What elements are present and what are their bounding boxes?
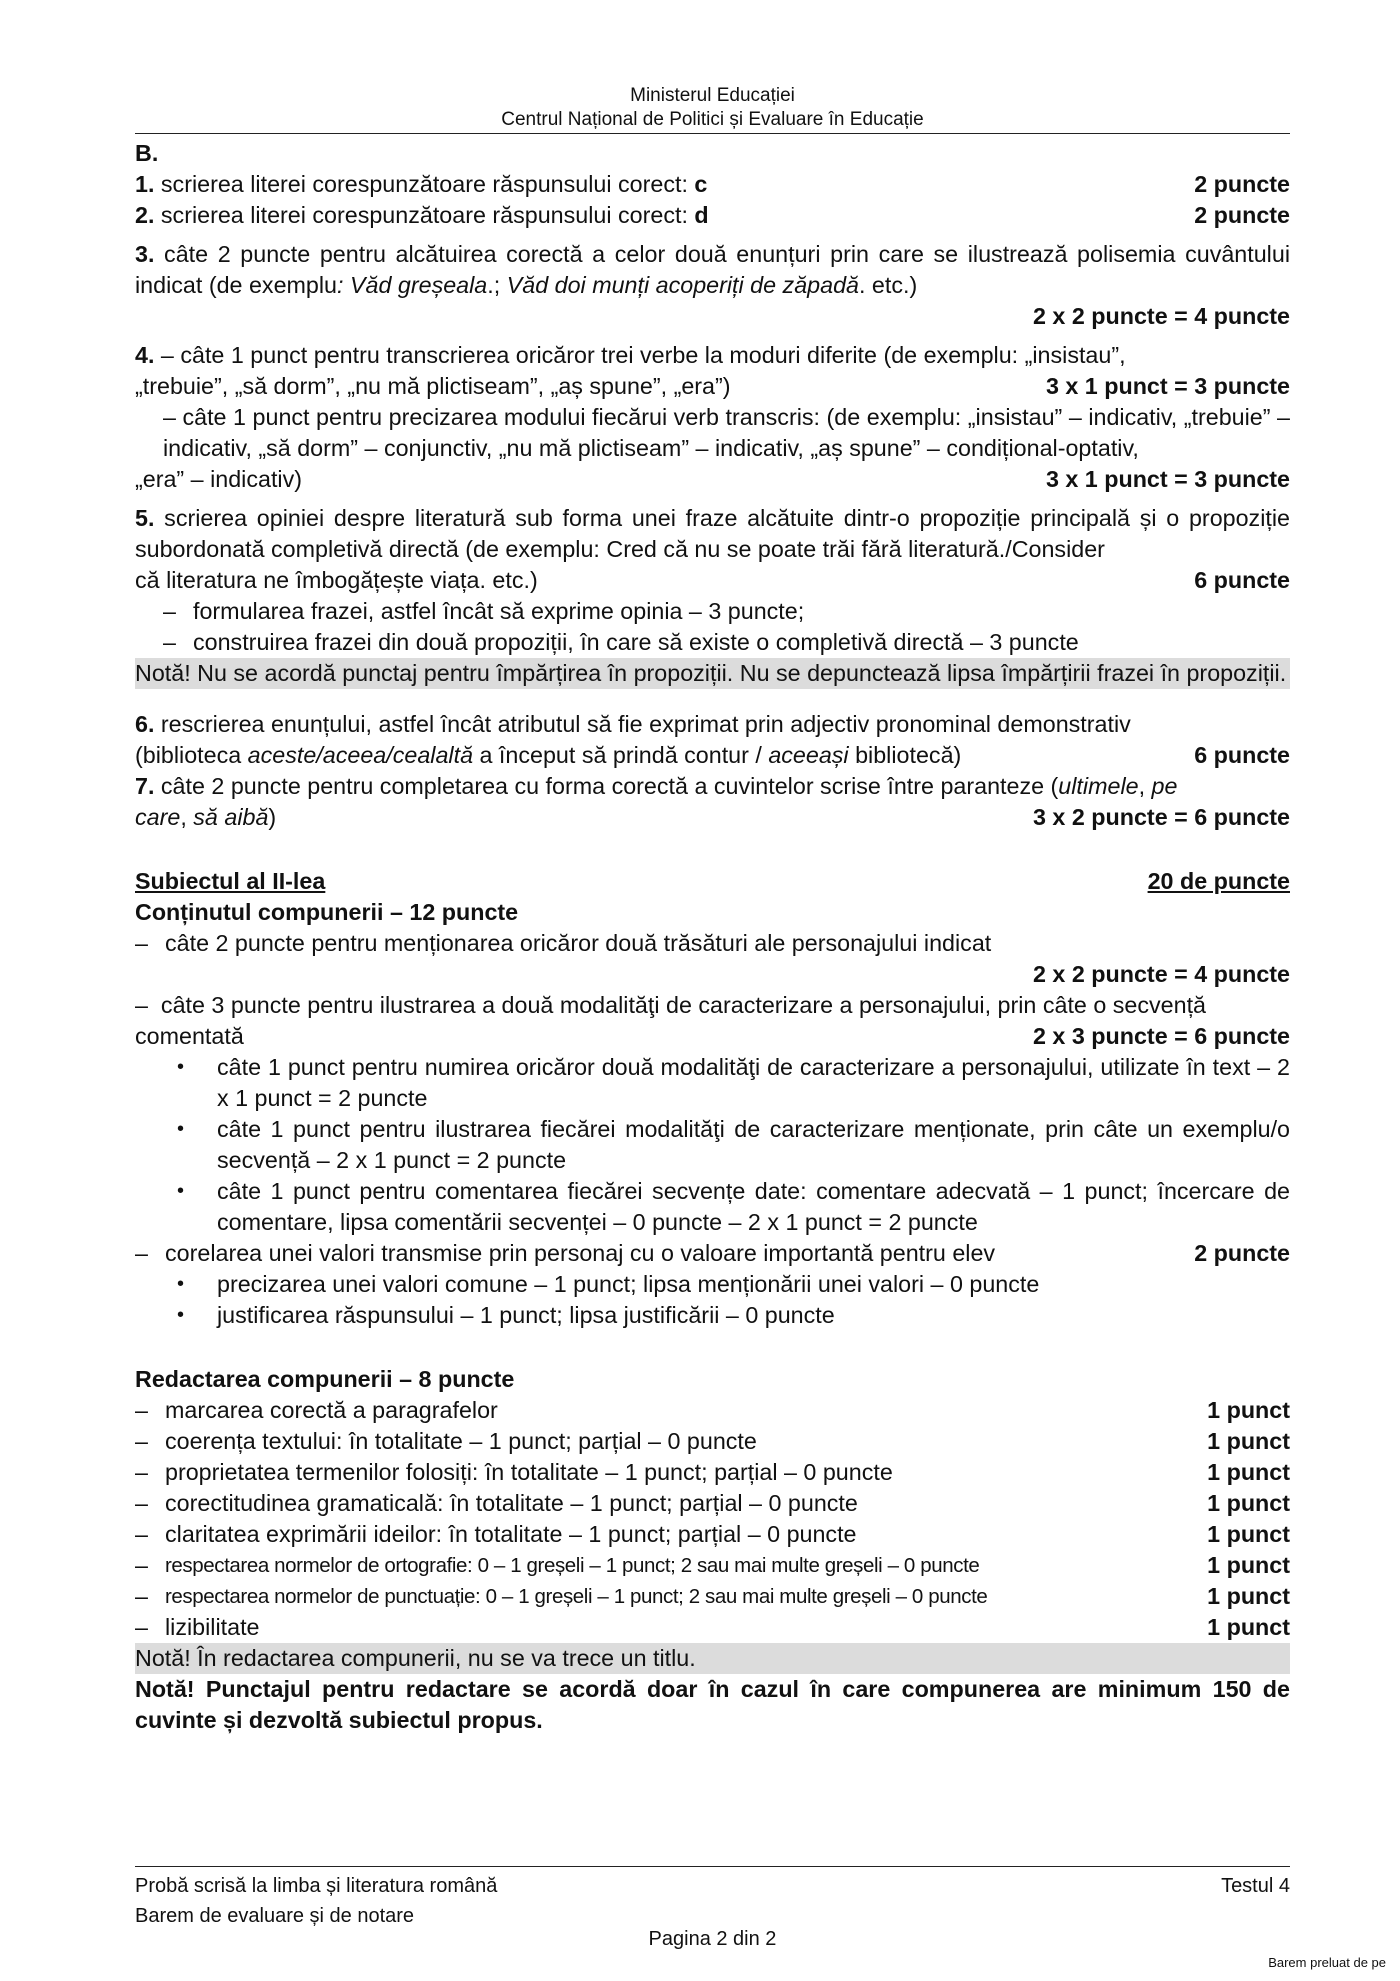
content-item-3-points: 2 puncte bbox=[1194, 1240, 1290, 1266]
subject-2-points: 20 de puncte bbox=[1147, 868, 1290, 894]
item-7-points: 3 x 2 puncte = 6 puncte bbox=[1033, 804, 1290, 830]
item-5-sub-2: – construirea frazei din două propoziții, în care să existe o completivă directă – 3 puncte bbox=[163, 629, 1079, 655]
content-item-1: – câte 2 puncte pentru menționarea oricăror două trăsături ale personajului indicat bbox=[135, 930, 992, 956]
writing-criterion: – lizibilitate 1 punct bbox=[135, 1612, 1290, 1643]
writing-criterion-points: 1 punct bbox=[1207, 1428, 1290, 1454]
item-1-points: 2 puncte bbox=[1194, 171, 1290, 197]
item-5-last: că literatura ne îmbogățește viața. etc.) 6 puncte bbox=[135, 565, 1290, 596]
scoring-body bbox=[135, 138, 1290, 1736]
content-item-2-last: comentată 2 x 3 puncte = 6 puncte bbox=[135, 1021, 1290, 1052]
item-5-sub-1: – formularea frazei, astfel încât să exprime opinia – 3 puncte; bbox=[163, 598, 805, 624]
writing-criterion: – respectarea normelor de ortografie: 0 – 1 greșeli – 1 punct; 2 sau mai multe greșeli – 0 puncte 1 punct bbox=[135, 1550, 1290, 1581]
subject-2-title: Subiectul al II-lea 20 de puncte bbox=[135, 866, 1290, 897]
writing-criterion-points: 1 punct bbox=[1207, 1397, 1290, 1423]
writing-criterion: – marcarea corectă a paragrafelor 1 punct bbox=[135, 1395, 1290, 1426]
center-name: Centrul Național de Politici și Evaluare în Educație bbox=[501, 109, 924, 130]
content-heading: Conținutul compunerii – 12 puncte bbox=[135, 899, 519, 925]
item-6-points: 6 puncte bbox=[1194, 742, 1290, 768]
content-item-1-points: 2 x 2 puncte = 4 puncte bbox=[1033, 961, 1290, 987]
item-2-points: 2 puncte bbox=[1194, 202, 1290, 228]
item-5-note: Notă! Nu se acordă punctaj pentru împărțirea în propoziții. Nu se depunctează lipsa împărțirii frazei în propoziții. bbox=[135, 658, 1290, 689]
content-bullet-3: • câte 1 punct pentru comentarea fiecărei secvențe date: comentare adecvată – 1 punct; încercare de comentare, lipsa comentării secvenței – 0 puncte – 2 x 1 punct = 2 puncte bbox=[177, 1178, 1290, 1235]
writing-criterion-points: 1 punct bbox=[1207, 1552, 1290, 1578]
document-type: Barem de evaluare și de notare bbox=[135, 1905, 415, 1927]
content-item-3: – corelarea unei valori transmise prin personaj cu o valoare importantă pentru elev 2 puncte bbox=[135, 1238, 1290, 1269]
source-note: Barem preluat de pe bbox=[1268, 1955, 1386, 1970]
item-7: 7. câte 2 puncte pentru completarea cu forma corectă a cuvintelor scrise între paranteze (ultimele, pe bbox=[135, 773, 1178, 799]
item-3-points: 2 x 2 puncte = 4 puncte bbox=[1033, 303, 1290, 329]
item-6: 6. rescrierea enunțului, astfel încât atributul să fie exprimat prin adjectiv pronominal demonstrativ bbox=[135, 711, 1131, 737]
writing-criterion-points: 1 punct bbox=[1207, 1521, 1290, 1547]
writing-criterion: – corectitudinea gramaticală: în totalitate – 1 punct; parțial – 0 puncte 1 punct bbox=[135, 1488, 1290, 1519]
content-item-2-points: 2 x 3 puncte = 6 puncte bbox=[1033, 1023, 1290, 1049]
section-b-label: B. bbox=[135, 140, 159, 166]
page-header bbox=[135, 84, 1290, 132]
item-4a-last: „trebuie”, „să dorm”, „nu mă plictiseam”, „aș spune”, „era”) 3 x 1 punct = 3 puncte bbox=[135, 371, 1290, 402]
item-4b-last: „era” – indicativ) 3 x 1 punct = 3 puncte bbox=[135, 464, 1290, 495]
page-number: Pagina 2 din 2 bbox=[648, 1928, 777, 1950]
ministry-name: Ministerul Educației bbox=[630, 85, 795, 106]
item-3: 3. câte 2 puncte pentru alcătuirea corectă a celor două enunțuri prin care se ilustrează polisemia cuvântului indicat (de exemplu: Văd greșeala.; Văd doi munți acoperiți de zăpadă. etc.) bbox=[135, 241, 1290, 298]
content-bullet-2: • câte 1 punct pentru ilustrarea fiecărei modalităţi de caracterizare menționate, prin câte un exemplu/o secvență – 2 x 1 punct = 2 puncte bbox=[177, 1116, 1290, 1173]
writing-criterion: – claritatea exprimării ideilor: în totalitate – 1 punct; parțial – 0 puncte 1 punct bbox=[135, 1519, 1290, 1550]
writing-criterion-points: 1 punct bbox=[1207, 1490, 1290, 1516]
item-1: 1. scrierea literei corespunzătoare răspunsului corect: c 2 puncte bbox=[135, 169, 1290, 200]
writing-criterion-points: 1 punct bbox=[1207, 1614, 1290, 1640]
content-bullet-4: • precizarea unei valori comune – 1 punct; lipsa menționării unei valori – 0 puncte bbox=[177, 1271, 1040, 1297]
writing-criterion: – proprietatea termenilor folosiți: în totalitate – 1 punct; parțial – 0 puncte 1 punct bbox=[135, 1457, 1290, 1488]
exam-name: Probă scrisă la limba și literatura română bbox=[135, 1875, 498, 1897]
item-5-points: 6 puncte bbox=[1194, 567, 1290, 593]
writing-criterion-points: 1 punct bbox=[1207, 1583, 1290, 1609]
item-4a: 4. – câte 1 punct pentru transcrierea oricăror trei verbe la moduri diferite (de exemplu: „insistau”, bbox=[135, 342, 1126, 368]
content-bullet-1: • câte 1 punct pentru numirea oricăror două modalităţi de caracterizare a personajului, utilizate în text – 2 x 1 punct = 2 puncte bbox=[177, 1054, 1290, 1111]
writing-criterion: – respectarea normelor de punctuație: 0 – 1 greșeli – 1 punct; 2 sau mai multe greșeli – 0 puncte 1 punct bbox=[135, 1581, 1290, 1612]
writing-criterion: – coerența textului: în totalitate – 1 punct; parțial – 0 puncte 1 punct bbox=[135, 1426, 1290, 1457]
item-4a-points: 3 x 1 punct = 3 puncte bbox=[1045, 373, 1290, 399]
header-divider bbox=[135, 133, 1290, 134]
item-2: 2. scrierea literei corespunzătoare răspunsului corect: d 2 puncte bbox=[135, 200, 1290, 231]
footer-divider bbox=[135, 1866, 1290, 1867]
test-number: Testul 4 bbox=[1221, 1875, 1290, 1897]
writing-criterion-points: 1 punct bbox=[1207, 1459, 1290, 1485]
item-4b-points: 3 x 1 punct = 3 puncte bbox=[1045, 466, 1290, 492]
item-5: 5. scrierea opiniei despre literatură sub forma unei fraze alcătuite dintr-o propoziție principală și o propoziție subordonată completivă directă (de exemplu: Cred că nu se poate trăi fără literatură./Consider bbox=[135, 505, 1290, 562]
item-6-last: (biblioteca aceste/aceea/cealaltă a început să prindă contur / aceeași bibliotecă) 6 puncte bbox=[135, 740, 1290, 771]
item-7-last: care, să aibă) 3 x 2 puncte = 6 puncte bbox=[135, 802, 1290, 833]
content-item-2: – câte 3 puncte pentru ilustrarea a două modalităţi de caracterizare a personajului, prin câte o secvență bbox=[135, 992, 1207, 1018]
page-footer bbox=[135, 1871, 1290, 1931]
item-4b: – câte 1 punct pentru precizarea modului fiecărui verb transcris: (de exemplu: „insistau” – indicativ, „trebuie” – indicativ, „să dorm” – conjunctiv, „nu mă plictiseam” – indicativ, „aș spune” – condițional-optativ, bbox=[163, 404, 1290, 461]
writing-heading: Redactarea compunerii – 8 puncte bbox=[135, 1366, 515, 1392]
content-bullet-5: • justificarea răspunsului – 1 punct; lipsa justificării – 0 puncte bbox=[177, 1302, 835, 1328]
writing-note-length: Notă! Punctajul pentru redactare se acordă doar în cazul în care compunerea are minimum 150 de cuvinte și dezvoltă subiectul propus. bbox=[135, 1676, 1290, 1733]
writing-note-title: Notă! În redactarea compunerii, nu se va trece un titlu. bbox=[135, 1643, 1290, 1674]
writing-criteria-list bbox=[135, 1395, 1290, 1643]
